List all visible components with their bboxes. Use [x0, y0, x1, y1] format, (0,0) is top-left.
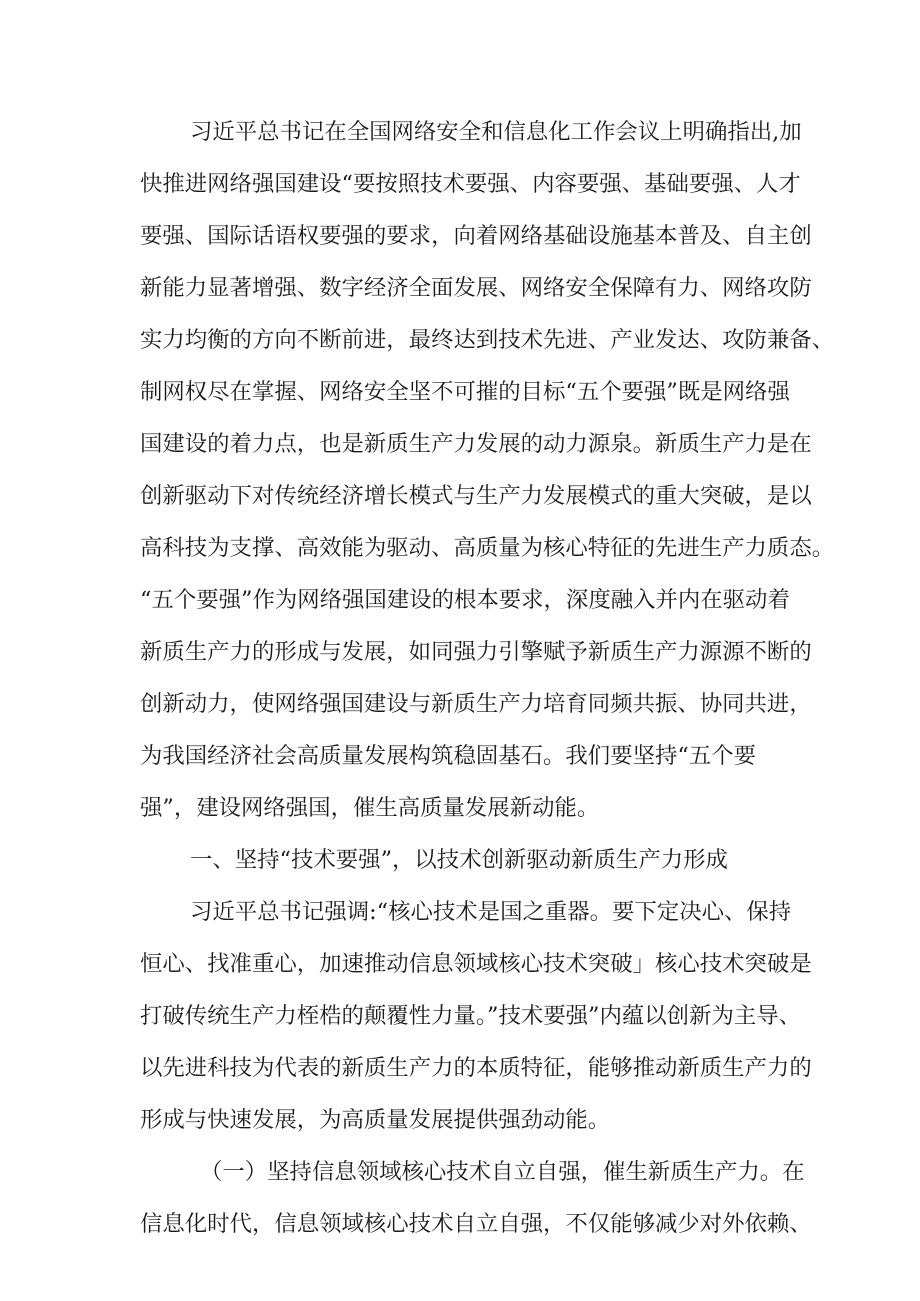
paragraph-1-line-7: 国建设的着力点，也是新质生产力发展的动力源泉。新质生产力是在	[140, 431, 812, 457]
paragraph-1-line-6: 制网权尽在掌握、网络安全坚不可摧的目标“五个要强”既是网络强	[140, 379, 790, 405]
paragraph-2-line-2: 恒心、找准重心，加速推动信息领域核心技术突破」核心技术突破是	[140, 951, 812, 977]
paragraph-1-line-8: 创新驱动下对传统经济增长模式与生产力发展模式的重大突破，是以	[140, 483, 812, 509]
paragraph-1-line-9: 高科技为支撑、高效能为驱动、高质量为核心特征的先进生产力质态。	[140, 535, 835, 561]
paragraph-1-line-1: 习近平总书记在全国网络安全和信息化工作会议上明确指出,加	[190, 119, 802, 145]
paragraph-1-line-3: 要强、国际话语权要强的要求，向着网络基础设施基本普及、自主创	[140, 223, 812, 249]
paragraph-1-line-14: 强”，建设网络强国，催生高质量发展新动能。	[140, 795, 600, 821]
paragraph-2-line-1: 习近平总书记强调:“核心技术是国之重器。要下定决心、保持	[190, 899, 792, 925]
paragraph-1-line-13: 为我国经济社会高质量发展构筑稳固基石。我们要坚持“五个要	[140, 743, 756, 769]
paragraph-1-line-5: 实力均衡的方向不断前进，最终达到技术先进、产业发达、攻防兼备、	[140, 327, 835, 353]
subsection-line-2: 信息化时代，信息领域核心技术自立自强，不仅能够减少对外依赖、	[140, 1211, 812, 1237]
paragraph-1-line-12: 创新动力，使网络强国建设与新质生产力培育同频共振、协同共进，	[140, 691, 812, 717]
section-heading: 一、坚持“技术要强”，以技术创新驱动新质生产力形成	[190, 847, 728, 873]
paragraph-1-line-10: “五个要强”作为网络强国建设的根本要求，深度融入并内在驱动着	[140, 587, 790, 613]
paragraph-2-line-5: 形成与快速发展，为高质量发展提供强劲动能。	[140, 1107, 611, 1133]
paragraph-1-line-11: 新质生产力的形成与发展，如同强力引擎赋予新质生产力源源不断的	[140, 639, 812, 665]
paragraph-1-line-4: 新能力显著增强、数字经济全面发展、网络安全保障有力、网络攻防	[140, 275, 812, 301]
subsection-line-1: （一）坚持信息领域核心技术自立自强，催生新质生产力。在	[200, 1159, 805, 1185]
paragraph-1-line-2: 快推进网络强国建设“要按照技术要强、内容要强、基础要强、人才	[140, 171, 801, 197]
paragraph-2-line-3: 打破传统生产力桎梏的颠覆性力量。”技术要强”内蕴以创新为主导、	[140, 1003, 802, 1029]
paragraph-2-line-4: 以先进科技为代表的新质生产力的本质特征，能够推动新质生产力的	[140, 1055, 812, 1081]
